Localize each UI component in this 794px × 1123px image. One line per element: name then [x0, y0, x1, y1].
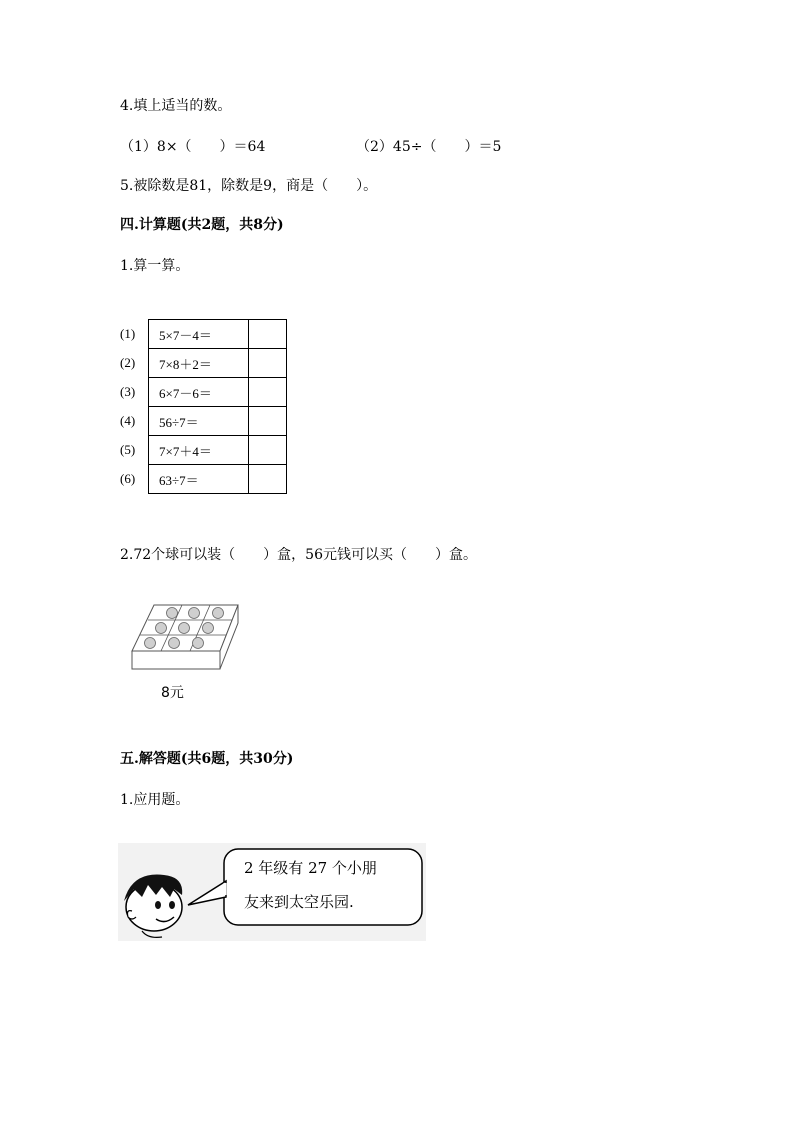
section-4-question-2-text: 2.72个球可以装（ ）盒，56元钱可以买（ ）盒。 — [120, 547, 477, 563]
speech-bubble-line-1: 2 年级有 27 个小朋 — [244, 859, 377, 877]
row-number: (1) — [120, 326, 136, 341]
answer-cell[interactable] — [249, 378, 287, 407]
section-4-question-1-title: 1.算一算。 — [120, 258, 190, 274]
answer-cell[interactable] — [249, 349, 287, 378]
section-5-heading: 五.解答题(共6题，共30分) — [120, 751, 294, 767]
speech-bubble-line-2: 友来到太空乐园. — [244, 893, 354, 911]
row-expression: 63÷7＝ — [149, 465, 249, 494]
calc-row — [120, 465, 287, 494]
calc-row — [120, 320, 287, 349]
answer-cell[interactable] — [249, 465, 287, 494]
calc-row — [120, 436, 287, 465]
section-4-heading: 四.计算题(共2题，共8分) — [120, 217, 284, 233]
row-expression: 6×7－6＝ — [149, 378, 249, 407]
price-label: 8元 — [161, 685, 184, 701]
row-expression: 56÷7＝ — [149, 407, 249, 436]
question-4-part-2: （2）45÷（ ）＝5 — [356, 139, 502, 155]
row-number: (4) — [120, 413, 136, 428]
answer-cell[interactable] — [249, 320, 287, 349]
row-expression: 5×7－4＝ — [149, 320, 249, 349]
question-5-text: 5.被除数是81，除数是9，商是（ ）。 — [120, 178, 378, 194]
calc-row — [120, 407, 287, 436]
calc-row — [120, 378, 287, 407]
question-4-title: 4.填上适当的数。 — [120, 98, 232, 114]
answer-cell[interactable] — [249, 436, 287, 465]
row-number: (6) — [120, 471, 136, 486]
question-4-part-1: （1）8×（ ）＝64 — [120, 139, 266, 155]
calc-row — [120, 349, 287, 378]
ball-box-illustration — [128, 603, 244, 677]
calc-table — [120, 319, 287, 494]
row-expression: 7×7＋4＝ — [149, 436, 249, 465]
answer-cell[interactable] — [249, 407, 287, 436]
row-expression: 7×8＋2＝ — [149, 349, 249, 378]
ball-box-icon — [128, 603, 244, 677]
row-number: (2) — [120, 355, 136, 370]
row-number: (5) — [120, 442, 136, 457]
section-5-question-1-title: 1.应用题。 — [120, 792, 190, 808]
row-number: (3) — [120, 384, 136, 399]
